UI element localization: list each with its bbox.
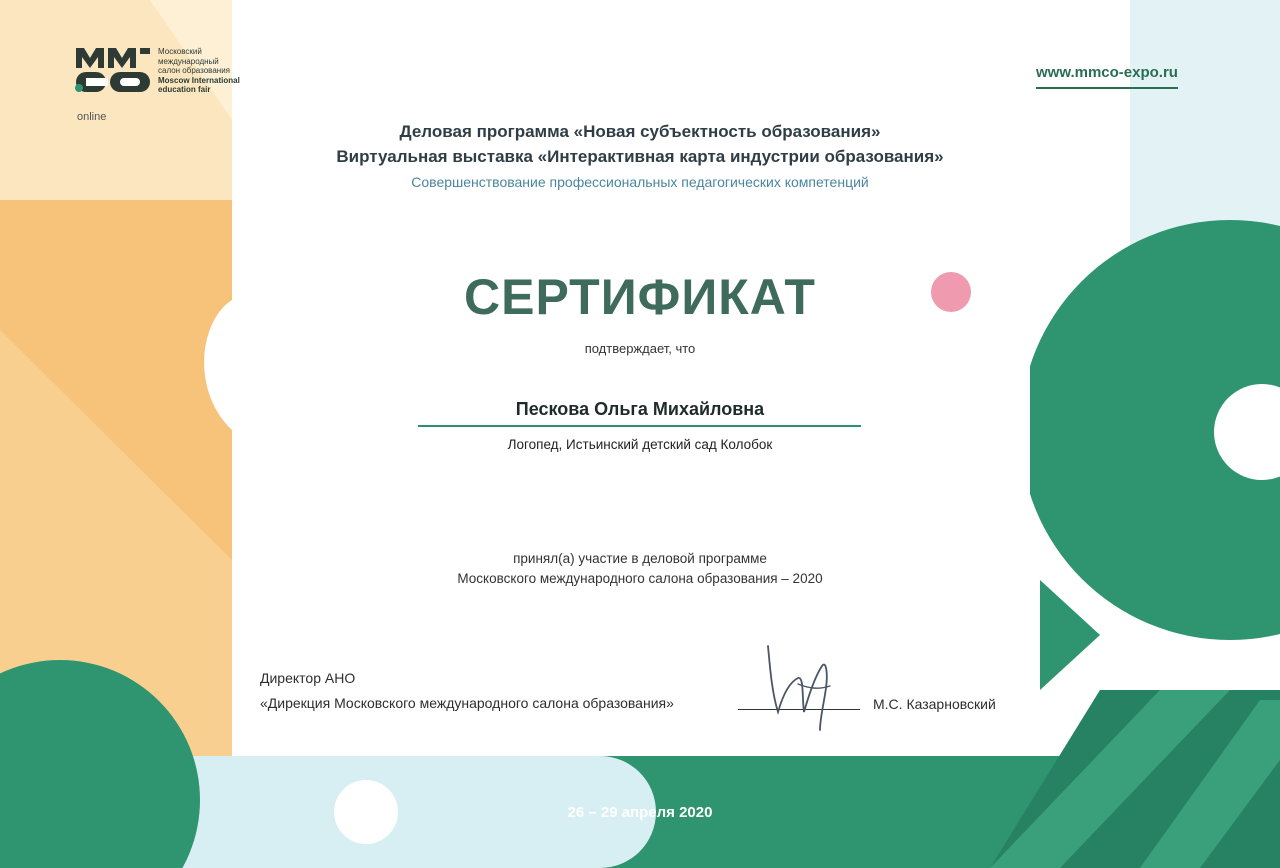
signature-image [758, 638, 848, 733]
certificate-title: СЕРТИФИКАТ [464, 269, 816, 325]
logo-line-2: международный [158, 56, 219, 66]
logo-line-5: education fair [158, 85, 211, 95]
logo-subtitle [158, 47, 268, 95]
signatory-name: М.С. Казарновский [873, 696, 996, 712]
virtual-exhibition-title: Виртуальная выставка «Интерактивная карта индустрии образования» [336, 147, 944, 166]
signatory-position-line-1: Директор АНО [260, 670, 356, 686]
participation-line-1: принял(а) участие в деловой программе [513, 551, 767, 566]
logo-line-4: Moscow International [158, 75, 240, 85]
event-dates: 26 – 29 апреля 2020 [567, 804, 713, 821]
participation-line-2: Московского международного салона образования – 2020 [457, 571, 823, 586]
confirms-text: подтверждает, что [584, 341, 696, 356]
competencies-subtitle: Совершенствование профессиональных педагогических компетенций [411, 174, 869, 190]
logo-line-1: Московский [158, 47, 202, 56]
logo-online-label: online [77, 111, 107, 123]
signatory-position-line-2: «Дирекция Московского международного салона образования» [260, 695, 674, 711]
mmco-logo [74, 44, 264, 126]
name-underline [418, 425, 861, 427]
mmco-logo-icon [74, 44, 154, 98]
recipient-name: Пескова Ольга Михайловна [515, 399, 765, 419]
business-program-title: Деловая программа «Новая субъектность образования» [399, 122, 881, 141]
recipient-role: Логопед, Истьинский детский сад Колобок [507, 437, 773, 452]
logo-line-3: салон образования [158, 66, 230, 76]
website-link[interactable]: www.mmco-expo.ru [1036, 64, 1178, 89]
